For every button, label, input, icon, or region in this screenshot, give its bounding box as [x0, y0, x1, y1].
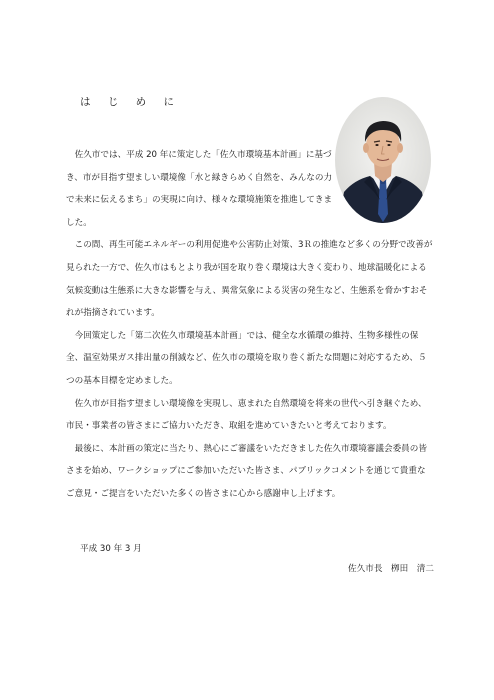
signature: 佐久市長 栁田 清二: [348, 564, 434, 574]
paragraph-2: この間、再生可能エネルギーの利用促進や公害防止対策、3Ｒの推進など多くの分野で改善が見られた一方で、佐久市はもとより我が国を取り巻く環境は大きく変わり、地球温暖化による気候変動は生態系に大きな影響を与え、異常気象による災害の発生など、生態系を脅かすおそれが指摘されています。: [66, 240, 433, 319]
paragraph-4: 佐久市が目指す望ましい環境像を実現し、恵まれた自然環境を将来の世代へ引き継ぐため、市民・事業者の皆さまにご協力いただき、取組を進めていきたいと考えております。: [66, 398, 427, 432]
paragraph-1: 佐久市では、平成 20 年に策定した「佐久市環境基本計画」に基づき、市が目指す望ましい環境像「水と緑きらめく自然を、みんなの力で未来に伝えるまち」の実現に向け、様々な環境施策を推進してきました。: [66, 150, 333, 228]
document-date: 平成 30 年 3 月: [80, 544, 142, 554]
body-text: [66, 144, 434, 506]
page-heading: は じ め に: [80, 96, 182, 108]
paragraph-3: 今回策定した「第二次佐久市環境基本計画」では、健全な水循環の維持、生物多様性の保全、温室効果ガス排出量の削減など、佐久市の環境を取り巻く新たな問題に対応するため、５つの基本目標を定めました。: [66, 330, 427, 386]
paragraph-5: 最後に、本計画の策定に当たり、熱心にご審議をいただきました佐久市環境審議会委員の皆さまを始め、ワークショップにご参加いただいた皆さま、パブリックコメントを通じて貴重なご意見・ご提言をいただいた多くの皆さまに心から感謝申し上げます。: [66, 443, 427, 499]
